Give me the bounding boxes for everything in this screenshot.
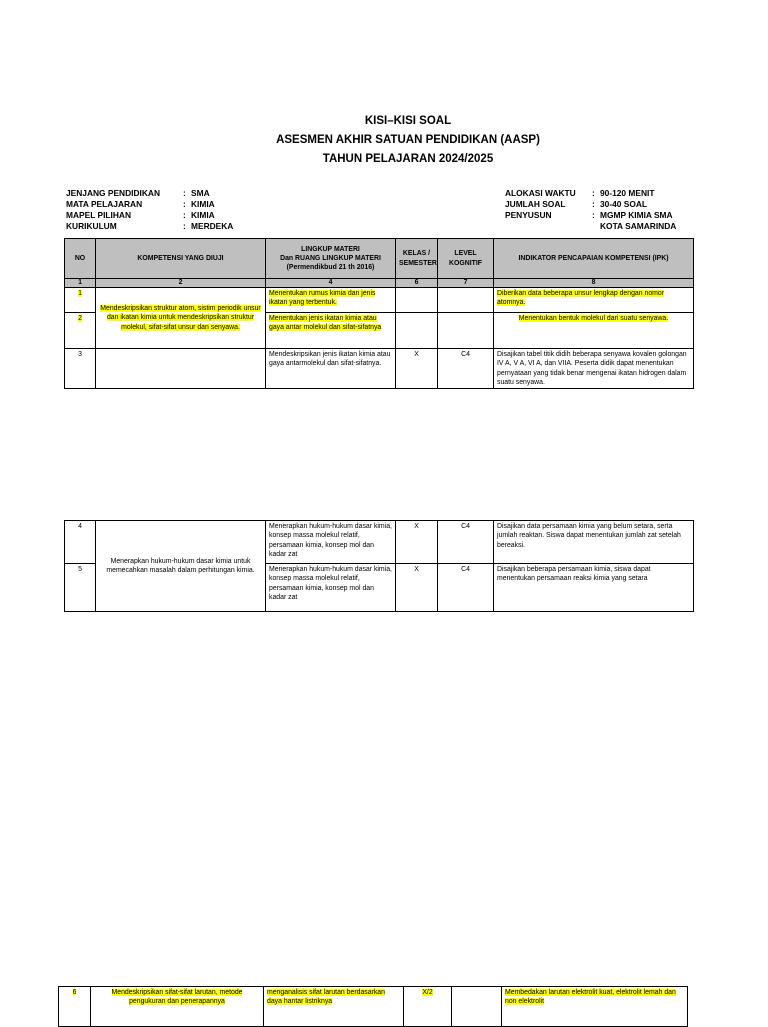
document-title <box>0 112 768 169</box>
header-kelas: KELAS / SEMESTER <box>396 239 438 279</box>
materi-cell: Menentukan rumus kimia dan jenis ikatan yang terbentuk. <box>266 288 396 313</box>
row-no: 1 <box>65 288 96 313</box>
info-row: KOTA SAMARINDA <box>600 221 677 231</box>
kelas-cell: X/2 <box>404 987 452 1027</box>
info-row: JUMLAH SOAL : 30-40 SOAL <box>505 199 648 209</box>
ipk-cell: Menentukan bentuk molekul dari suatu senyawa. <box>494 313 694 349</box>
info-row: PENYUSUN : MGMP KIMIA SMA <box>505 210 673 220</box>
kompetensi-cell: Mendeskripsikan sifat-sifat larutan, metode pengukuran dan penerapannya <box>91 987 264 1027</box>
row-no: 3 <box>65 349 96 389</box>
level-cell: C4 <box>438 564 494 612</box>
header-no: NO <box>65 239 96 279</box>
table-row <box>65 288 694 313</box>
row-no: 6 <box>59 987 91 1027</box>
title-line-3: TAHUN PELAJARAN 2024/2025 <box>322 153 494 165</box>
level-cell <box>452 987 502 1027</box>
table-row <box>65 521 694 564</box>
table-row <box>59 987 688 1027</box>
info-row: ALOKASI WAKTU : 90-120 MENIT <box>505 188 655 198</box>
materi-cell: menganalisis sifat larutan berdasarkan daya hantar listriknya <box>264 987 404 1027</box>
kelas-cell <box>396 313 438 349</box>
ipk-cell: Disajikan beberapa persamaan kimia, siswa dapat menentukan persamaan reaksi kimia yang setara <box>494 564 694 612</box>
header-lingkup: LINGKUP MATERI Dan RUANG LINGKUP MATERI (Permendikbud 21 th 2016) <box>266 239 396 279</box>
materi-cell: Menerapkan hukum-hukum dasar kimia, konsep massa molekul relatif, persamaan kimia, konsep mol dan kadar zat <box>266 564 396 612</box>
info-row: JENJANG PENDIDIKAN : SMA <box>66 188 210 198</box>
info-row: MATA PELAJARAN : KIMIA <box>66 199 215 209</box>
kisi-table-3 <box>58 986 688 1027</box>
column-number-row: 1 2 4 6 7 8 <box>65 279 694 288</box>
level-cell <box>438 313 494 349</box>
kompetensi-cell: Menerapkan hukum-hukum dasar kimia untuk memecahkan masalah dalam perhitungan kimia. <box>96 521 266 612</box>
level-cell: C4 <box>438 349 494 389</box>
title-line-1: KISI–KISI SOAL <box>364 115 452 127</box>
materi-cell: Menentukan jenis ikatan kimia atau gaya antar molekul dan sifat-sifatnya <box>266 313 396 349</box>
header-kompetensi: KOMPETENSI YANG DIUJI <box>96 239 266 279</box>
kompetensi-cell <box>96 349 266 389</box>
title-line-2: ASESMEN AKHIR SATUAN PENDIDIKAN (AASP) <box>276 134 540 146</box>
info-right <box>505 188 676 232</box>
info-row: MAPEL PILIHAN : KIMIA <box>66 210 215 220</box>
kelas-cell: X <box>396 349 438 389</box>
row-no: 2 <box>65 313 96 349</box>
ipk-cell: Disajikan data persamaan kimia yang belum setara, serta jumlah reaktan. Siswa dapat menentukan jumlah zat setelah bereaksi. <box>494 521 694 564</box>
info-row: KURIKULUM : MERDEKA <box>66 221 234 231</box>
kelas-cell <box>396 288 438 313</box>
level-cell: C4 <box>438 521 494 564</box>
header-level: LEVEL KOGNITIF <box>438 239 494 279</box>
header-indikator: INDIKATOR PENCAPAIAN KOMPETENSI (IPK) <box>494 239 694 279</box>
info-left <box>66 188 233 232</box>
table-row <box>65 349 694 389</box>
kompetensi-cell: Mendeskripsikan struktur atom, sistim periodik unsur dan ikatan kimia untuk mendeskripsikan struktur molekul, sifat-sifat unsur dan senyawa. <box>96 288 266 349</box>
table-header-row <box>65 239 694 279</box>
kisi-table-2 <box>64 520 694 612</box>
materi-cell: Menerapkan hukum-hukum dasar kimia, konsep massa molekul relatif, persamaan kimia, konsep mol dan kadar zat <box>266 521 396 564</box>
kisi-table-1 <box>64 238 694 389</box>
row-no: 5 <box>65 564 96 612</box>
ipk-cell: Disajikan tabel titik didih beberapa senyawa kovalen golongan IV A, V A, VI A, dan VIIA. Peserta didik dapat menentukan pernyataan yang tidak benar mengenai ikatan hidrogen dalam suatu senyawa. <box>494 349 694 389</box>
row-no: 4 <box>65 521 96 564</box>
ipk-cell: Diberikan data beberapa unsur lengkap dengan nomor atomnya. <box>494 288 694 313</box>
level-cell <box>438 288 494 313</box>
ipk-cell: Membedakan larutan elektrolit kuat, elektrolit lemah dan non elektrolit <box>502 987 688 1027</box>
materi-cell: Mendeskripsikan jenis ikatan kimia atau gaya antarmolekul dan sifat-sifatnya. <box>266 349 396 389</box>
kelas-cell: X <box>396 564 438 612</box>
kelas-cell: X <box>396 521 438 564</box>
